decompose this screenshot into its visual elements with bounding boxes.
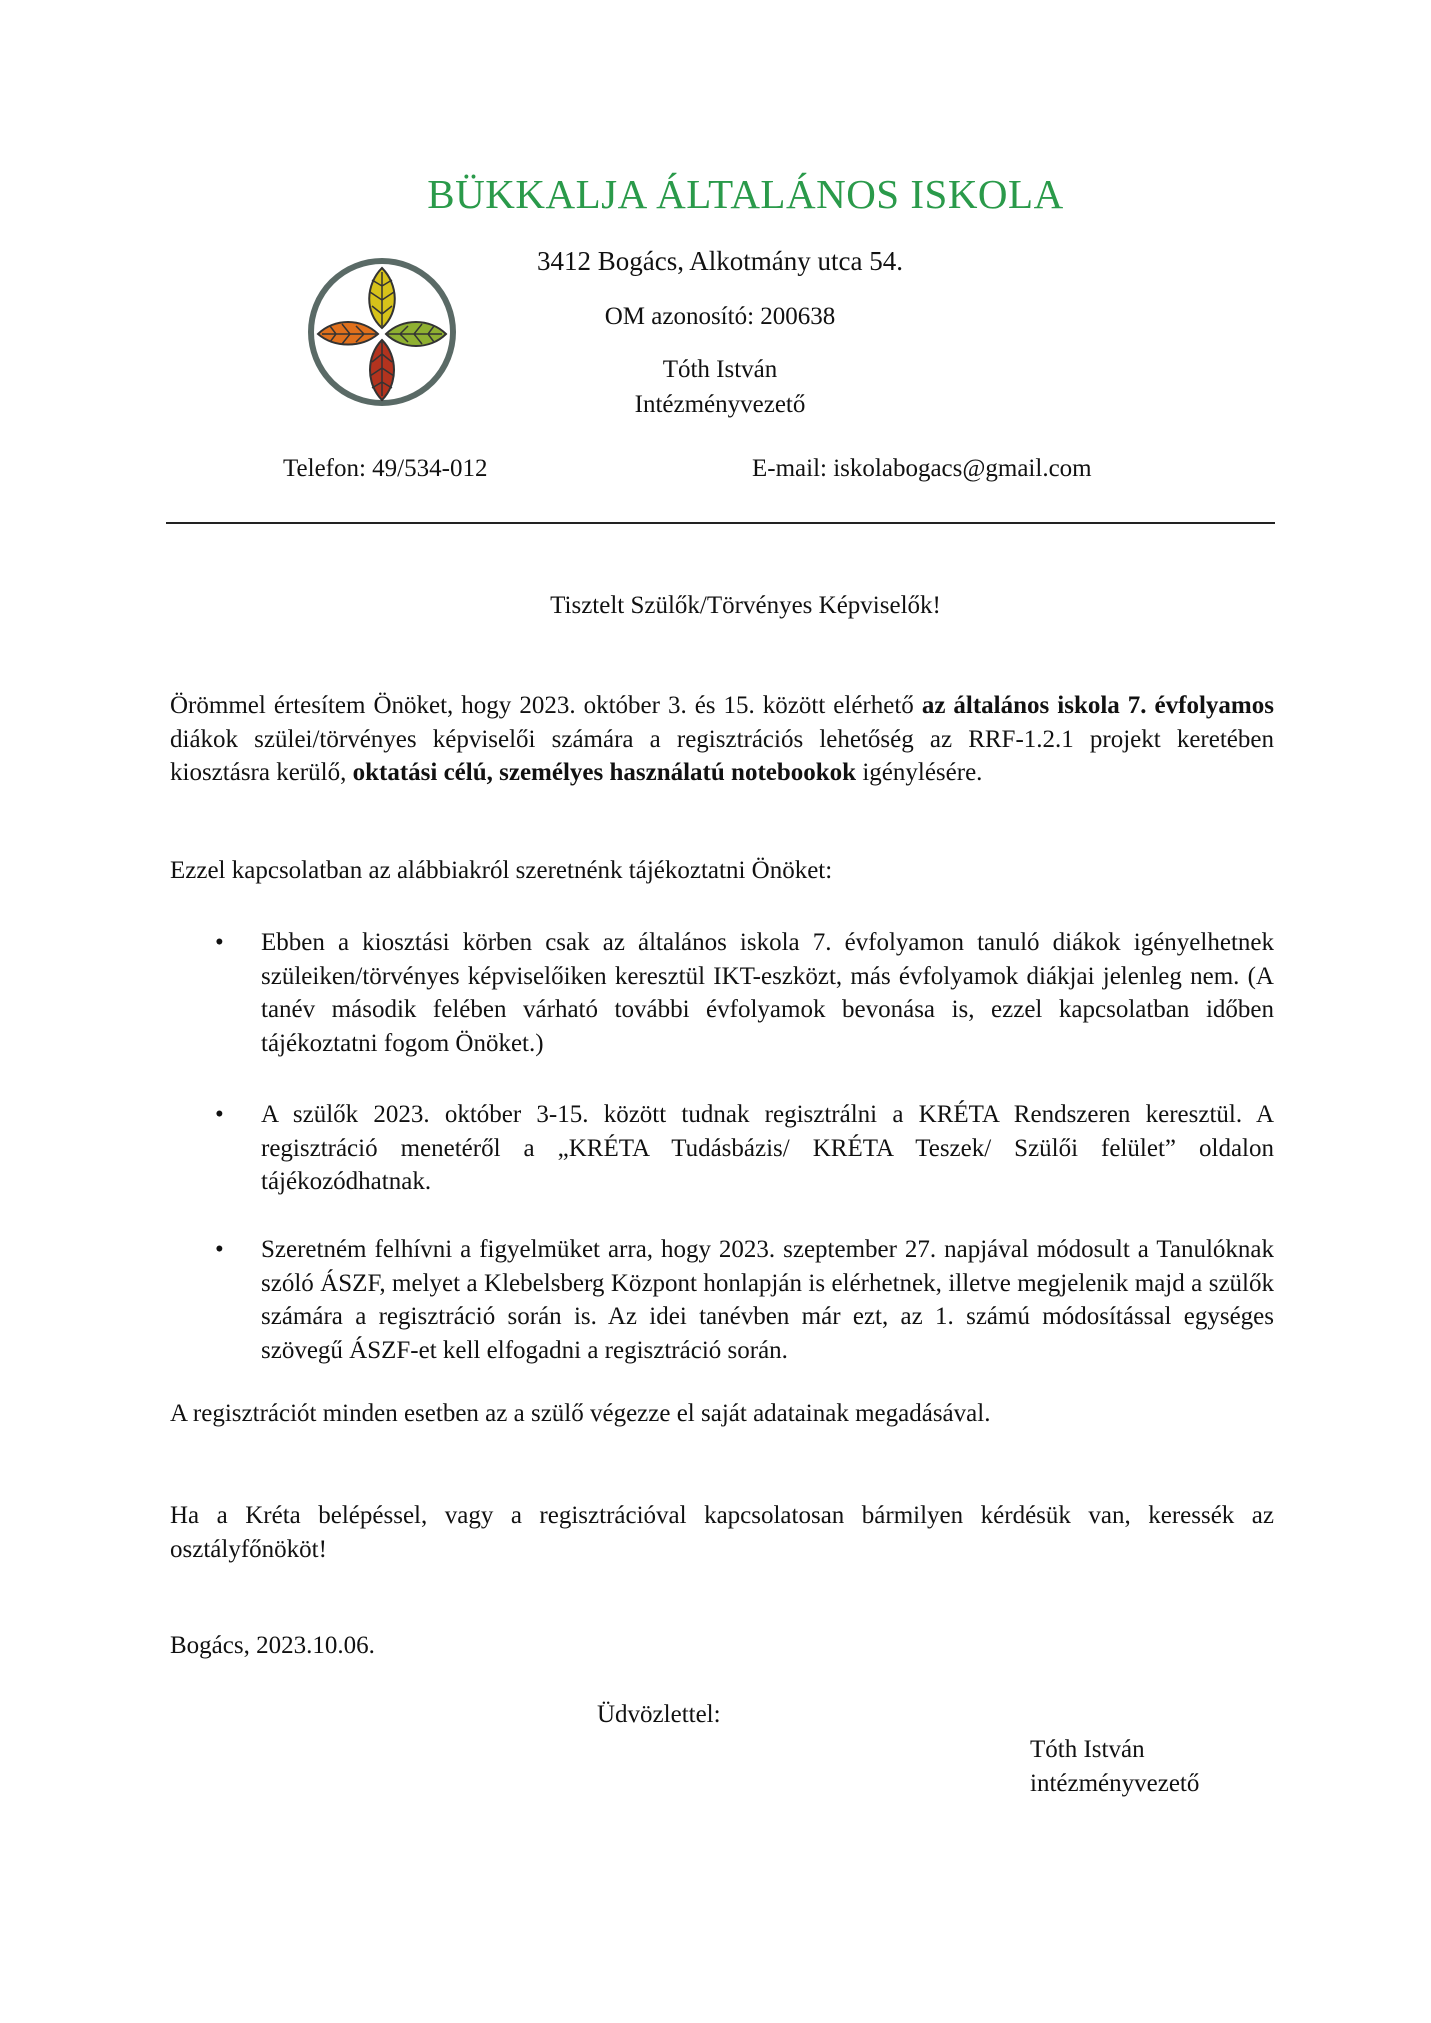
list-item	[215, 926, 1274, 1060]
green-leaf-icon	[386, 322, 446, 346]
leader-title: Intézményvezető	[634, 391, 806, 418]
email-address: E-mail: iskolabogacs@gmail.com	[752, 455, 1092, 482]
intro-text-2: diákok szülei/törvényes képviselői számára a regisztrációs lehetőség az RRF-1.2.1 projekt keretében kiosztásra kerülő,	[170, 725, 1274, 786]
leader-name: Tóth István	[662, 356, 778, 383]
intro-text-3: igénylésére.	[856, 759, 983, 786]
yellow-leaf-icon	[369, 268, 395, 328]
salutation: Tisztelt Szülők/Törvényes Képviselők!	[550, 592, 941, 619]
school-address: 3412 Bogács, Alkotmány utca 54.	[537, 246, 903, 276]
header-divider	[166, 522, 1275, 524]
place-and-date: Bogács, 2023.10.06.	[170, 1632, 375, 1659]
list-item-text: A szülők 2023. október 3-15. között tudnak regisztrálni a KRÉTA Rendszeren keresztül. A regisztráció menetéről a „KRÉTA Tudásbázis/ KRÉTA Teszek/ Szülői felület” oldalon tájékozódhatnak.	[261, 1101, 1274, 1195]
list-item-text: Ebben a kiosztási körben csak az általános iskola 7. évfolyamon tanuló diákok igényelhetnek szüleiken/törvényes képviselőiken keresztül IKT-eszközt, más évfolyamok diákjai jelenleg nem. (A tanév második felében várható további évfolyamok bevonása is, ezzel kapcsolatban időben tájékoztatni fogom Önöket.)	[261, 929, 1274, 1057]
contact-note: Ha a Kréta belépéssel, vagy a regisztrációval kapcsolatosan bármilyen kérdésük van, keressék az osztályfőnököt!	[170, 1502, 1274, 1563]
intro-paragraph	[170, 689, 1274, 790]
om-identifier: OM azonosító: 200638	[604, 303, 836, 330]
intro-text-1: Örömmel értesítem Önöket, hogy 2023. október 3. és 15. között elérhető	[170, 692, 922, 719]
intro-bold-1: az általános iskola 7. évfolyamos	[921, 692, 1274, 719]
closing-greeting: Üdvözlettel:	[597, 1701, 721, 1728]
bullet-dot-icon: •	[215, 1101, 224, 1128]
phone-number: Telefon: 49/534-012	[283, 455, 488, 482]
list-item	[215, 1233, 1274, 1367]
signature-title: intézményvezető	[1030, 1770, 1200, 1797]
list-item	[215, 1098, 1274, 1199]
signature-name: Tóth István	[1030, 1736, 1145, 1763]
red-leaf-icon	[370, 340, 394, 400]
orange-leaf-icon	[318, 322, 378, 345]
info-lead-paragraph: Ezzel kapcsolatban az alábbiakról szeretnénk tájékoztatni Önöket:	[170, 857, 833, 884]
registration-note: A regisztrációt minden esetben az a szülő végezze el saját adatainak megadásával.	[170, 1400, 991, 1427]
bullet-dot-icon: •	[215, 929, 224, 956]
bullet-dot-icon: •	[215, 1236, 224, 1263]
school-logo-icon	[306, 256, 458, 408]
list-item-text: Szeretném felhívni a figyelmüket arra, hogy 2023. szeptember 27. napjával módosult a Tanulóknak szóló ÁSZF, melyet a Klebelsberg Központ honlapján is elérhetnek, illetve megjelenik majd a szülők számára a regisztráció során is. Az idei tanévben már ezt, az 1. számú módosítással egységes szövegű ÁSZF-et kell elfogadni a regisztráció során.	[261, 1236, 1274, 1364]
intro-bold-2: oktatási célú, személyes használatú notebookok	[352, 759, 857, 786]
school-name: BÜKKALJA ÁLTALÁNOS ISKOLA	[427, 171, 1064, 217]
